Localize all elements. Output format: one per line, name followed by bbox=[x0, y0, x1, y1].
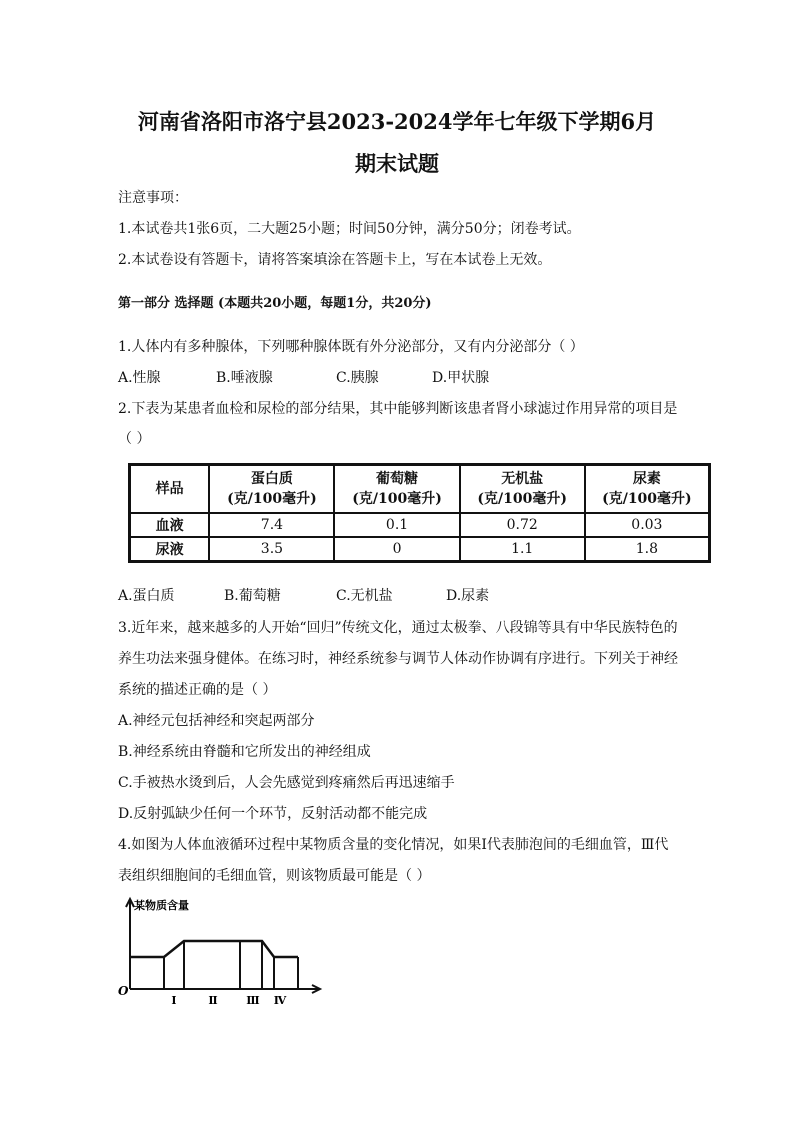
table-cell: 0 bbox=[334, 537, 459, 562]
q1-options bbox=[118, 367, 489, 387]
q3-option-b[interactable]: B.神经系统由脊髓和它所发出的神经组成 bbox=[118, 744, 371, 760]
q3-stem-line-3: 系统的描述正确的是（ ） bbox=[118, 682, 277, 698]
table-cell: 尿液 bbox=[130, 537, 210, 562]
x-tick-label-IV: Ⅳ bbox=[273, 994, 287, 1007]
q3-stem-line-2: 养生功法来强身健体。在练习时，神经系统参与调节人体动作协调有序进行。下列关于神经 bbox=[118, 651, 678, 667]
q4-stem-line-2: 表组织细胞间的毛细血管，则该物质最可能是（ ） bbox=[118, 868, 431, 884]
header-cell: 无机盐 (克/100毫升) bbox=[460, 465, 585, 514]
q1-option-c[interactable]: C.胰腺 bbox=[336, 370, 379, 386]
q2-stem-line-2: （ ） bbox=[118, 431, 151, 447]
q3-option-c[interactable]: C.手被热水烫到后，人会先感觉到疼痛然后再迅速缩手 bbox=[118, 775, 455, 791]
q4-stem-line-1: 4.如图为人体血液循环过程中某物质含量的变化情况，如果Ⅰ代表肺泡间的毛细血管，Ⅲ代 bbox=[118, 837, 669, 853]
q1-stem: 1.人体内有多种腺体，下列哪种腺体既有外分泌部分，又有内分泌部分（ ） bbox=[118, 339, 584, 355]
note-1: 1.本试卷共1张6页，二大题25小题；时间50分钟，满分50分；闭卷考试。 bbox=[118, 221, 581, 237]
header-cell: 样品 bbox=[130, 465, 210, 514]
part1-heading: 第一部分 选择题 (本题共20小题，每题1分，共20分) bbox=[118, 296, 432, 311]
lab-results-table bbox=[128, 463, 711, 563]
q1-option-d[interactable]: D.甲状腺 bbox=[432, 370, 490, 386]
table-cell: 1.1 bbox=[460, 537, 585, 562]
table-cell: 0.72 bbox=[460, 513, 585, 537]
q2-options bbox=[118, 585, 489, 605]
table-cell: 0.03 bbox=[585, 513, 710, 537]
q2-stem-line-1: 2.下表为某患者血检和尿检的部分结果，其中能够判断该患者肾小球滤过作用异常的项目是 bbox=[118, 401, 678, 417]
q1-option-a[interactable]: A.性腺 bbox=[118, 370, 161, 386]
substance-content-chart bbox=[112, 893, 328, 1009]
x-tick-label-II: Ⅱ bbox=[208, 994, 218, 1007]
title-line-2: 期末试题 bbox=[355, 151, 439, 176]
table-row bbox=[130, 537, 710, 562]
x-tick-label-III: Ⅲ bbox=[246, 994, 260, 1007]
q2-option-c[interactable]: C.无机盐 bbox=[336, 588, 393, 604]
table-cell: 血液 bbox=[130, 513, 210, 537]
table-header-row bbox=[130, 465, 710, 514]
q3-stem-line-1: 3.近年来，越来越多的人开始“回归”传统文化，通过太极拳、八段锦等具有中华民族特色的 bbox=[118, 620, 678, 636]
q2-option-b[interactable]: B.葡萄糖 bbox=[224, 588, 281, 604]
table-cell: 0.1 bbox=[334, 513, 459, 537]
header-cell: 蛋白质 (克/100毫升) bbox=[209, 465, 334, 514]
table-cell: 3.5 bbox=[209, 537, 334, 562]
q3-option-a[interactable]: A.神经元包括神经和突起两部分 bbox=[118, 713, 315, 729]
q1-option-b[interactable]: B.唾液腺 bbox=[216, 370, 273, 386]
title-line-1: 河南省洛阳市洛宁县2023-2024学年七年级下学期6月 bbox=[137, 109, 657, 134]
table-cell: 1.8 bbox=[585, 537, 710, 562]
table-cell: 7.4 bbox=[209, 513, 334, 537]
notes-heading: 注意事项： bbox=[118, 190, 188, 206]
x-tick-label-I: Ⅰ bbox=[171, 994, 177, 1007]
header-cell: 尿素 (克/100毫升) bbox=[585, 465, 710, 514]
note-2: 2.本试卷设有答题卡，请将答案填涂在答题卡上，写在本试卷上无效。 bbox=[118, 252, 552, 268]
origin-label: O bbox=[118, 984, 129, 998]
y-axis-label: 某物质含量 bbox=[134, 899, 189, 912]
table-row bbox=[130, 513, 710, 537]
header-cell: 葡萄糖 (克/100毫升) bbox=[334, 465, 459, 514]
content-curve bbox=[130, 941, 298, 957]
q3-option-d[interactable]: D.反射弧缺少任何一个环节，反射活动都不能完成 bbox=[118, 806, 428, 822]
q2-option-d[interactable]: D.尿素 bbox=[446, 588, 490, 604]
q2-option-a[interactable]: A.蛋白质 bbox=[118, 588, 175, 604]
